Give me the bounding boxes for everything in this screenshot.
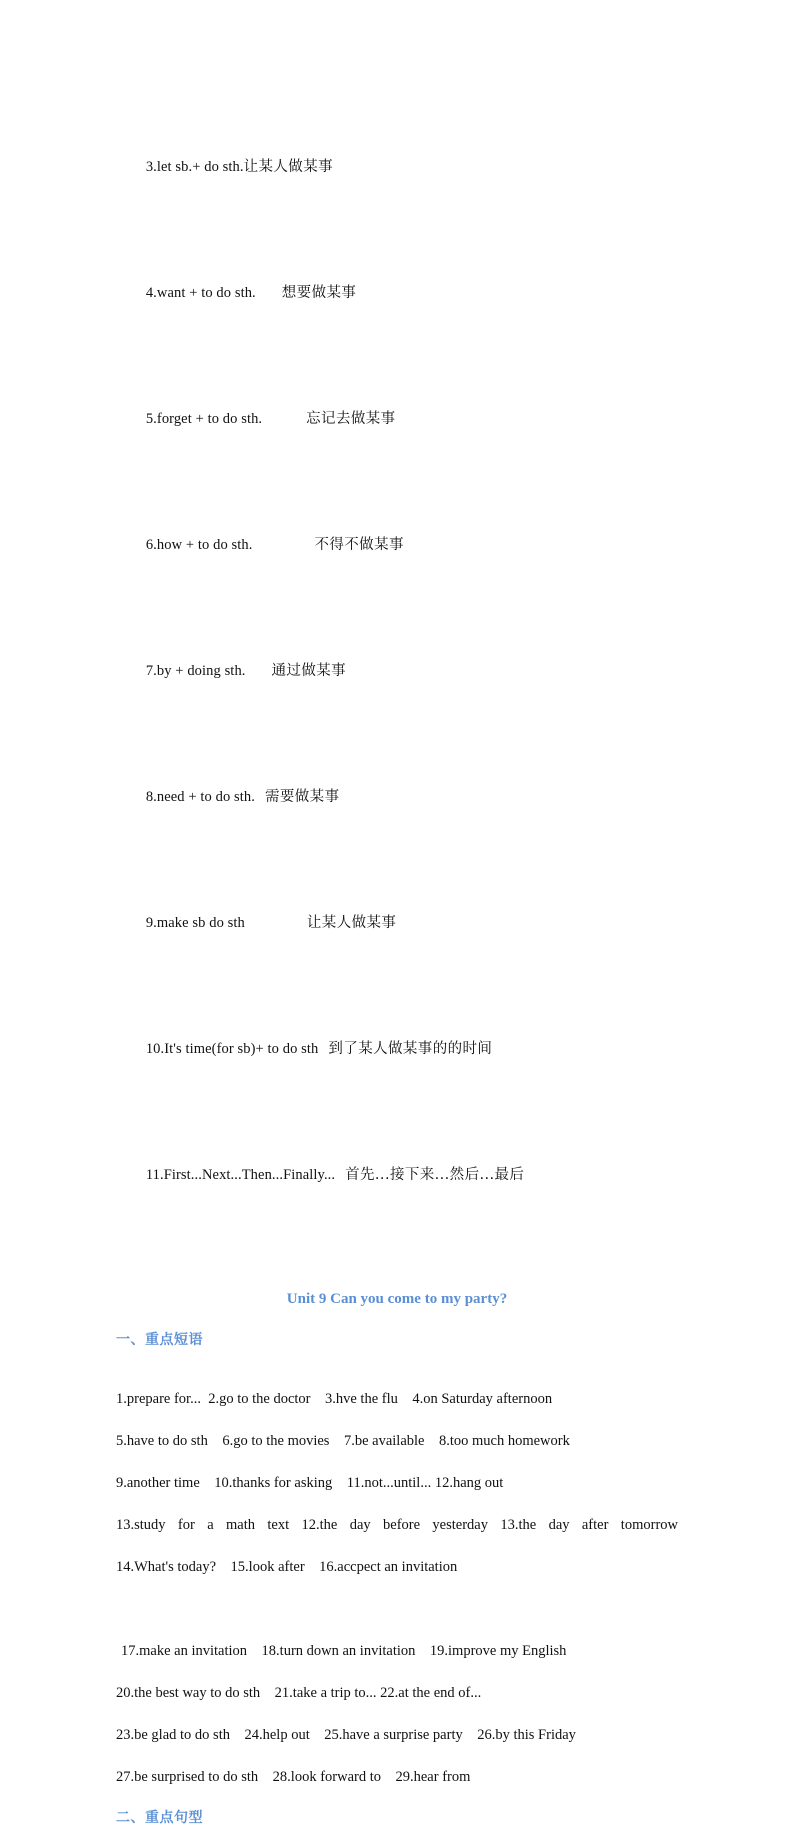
grammar-item-cn: 让某人做某事: [306, 915, 397, 931]
key-phrase-line: 23.be glad to do sth 24.help out 25.have a surprise party 26.by this Friday: [116, 1727, 576, 1743]
grammar-item: [116, 1112, 678, 1238]
grammar-item-cn: 让某人做某事: [243, 159, 334, 175]
grammar-item: [116, 104, 678, 230]
section-heading-key-phrases: 一、重点短语: [116, 1332, 203, 1348]
grammar-item-en: 11.First...Next...Then...Finally...: [145, 1167, 336, 1183]
key-phrase-line: 13.study for a math text 12.the day before yesterday 13.the day after tomorrow: [116, 1517, 678, 1533]
grammar-item-en: 7.by + doing sth.: [145, 663, 246, 679]
grammar-item: [116, 356, 678, 482]
key-phrase-line: 17.make an invitation 18.turn down an invitation 19.improve my English: [121, 1643, 567, 1659]
grammar-item: [116, 860, 678, 986]
key-phrase-line: 20.the best way to do sth 21.take a trip to... 22.at the end of...: [116, 1685, 482, 1701]
grammar-item-cn: 想要做某事: [281, 285, 357, 301]
grammar-item: [116, 608, 678, 734]
grammar-item: [116, 734, 678, 860]
key-phrase-list: [116, 1378, 678, 1798]
spacer: [116, 1361, 678, 1378]
key-phrase-line: 14.What's today? 15.look after 16.accpect an invitation: [116, 1559, 458, 1575]
grammar-item-en: 3.let sb.+ do sth.: [145, 159, 244, 175]
section-heading-key-sentences: 二、重点句型: [116, 1810, 203, 1826]
grammar-item: [116, 986, 678, 1112]
grammar-item-en: 9.make sb do sth: [145, 915, 245, 931]
grammar-item-cn: 不得不做某事: [314, 537, 404, 553]
grammar-item-en: 6.how + to do sth.: [145, 537, 253, 553]
key-phrase-line: 1.prepare for... 2.go to the doctor 3.hve the flu 4.on Saturday afternoon: [116, 1391, 553, 1407]
unit-title: Unit 9 Can you come to my party?: [286, 1291, 508, 1307]
grammar-item-en: 4.want + to do sth.: [145, 285, 256, 301]
grammar-item-en: 10.It's time(for sb)+ to do sth: [145, 1041, 319, 1057]
grammar-item-cn: 到了某人做某事的的时间: [328, 1041, 493, 1057]
grammar-item-cn: 需要做某事: [264, 789, 340, 805]
grammar-item: [116, 230, 678, 356]
grammar-item-cn: 忘记去做某事: [306, 411, 396, 427]
document-content: [116, 104, 678, 1839]
grammar-item: [116, 482, 678, 608]
grammar-item-en: 8.need + to do sth.: [145, 789, 255, 805]
grammar-item-cn: 首先...接下来...然后...最后: [345, 1167, 525, 1183]
key-phrase-line: 5.have to do sth 6.go to the movies 7.be available 8.too much homework: [116, 1433, 570, 1449]
key-phrase-line: 9.another time 10.thanks for asking 11.not...until... 12.hang out: [116, 1475, 504, 1491]
grammar-item-cn: 通过做某事: [271, 663, 347, 679]
grammar-item-en: 5.forget + to do sth.: [145, 411, 263, 427]
spacer: [116, 1588, 678, 1630]
key-phrase-line: 27.be surprised to do sth 28.look forward to 29.hear from: [116, 1769, 471, 1785]
grammar-pattern-list: [116, 104, 678, 1238]
